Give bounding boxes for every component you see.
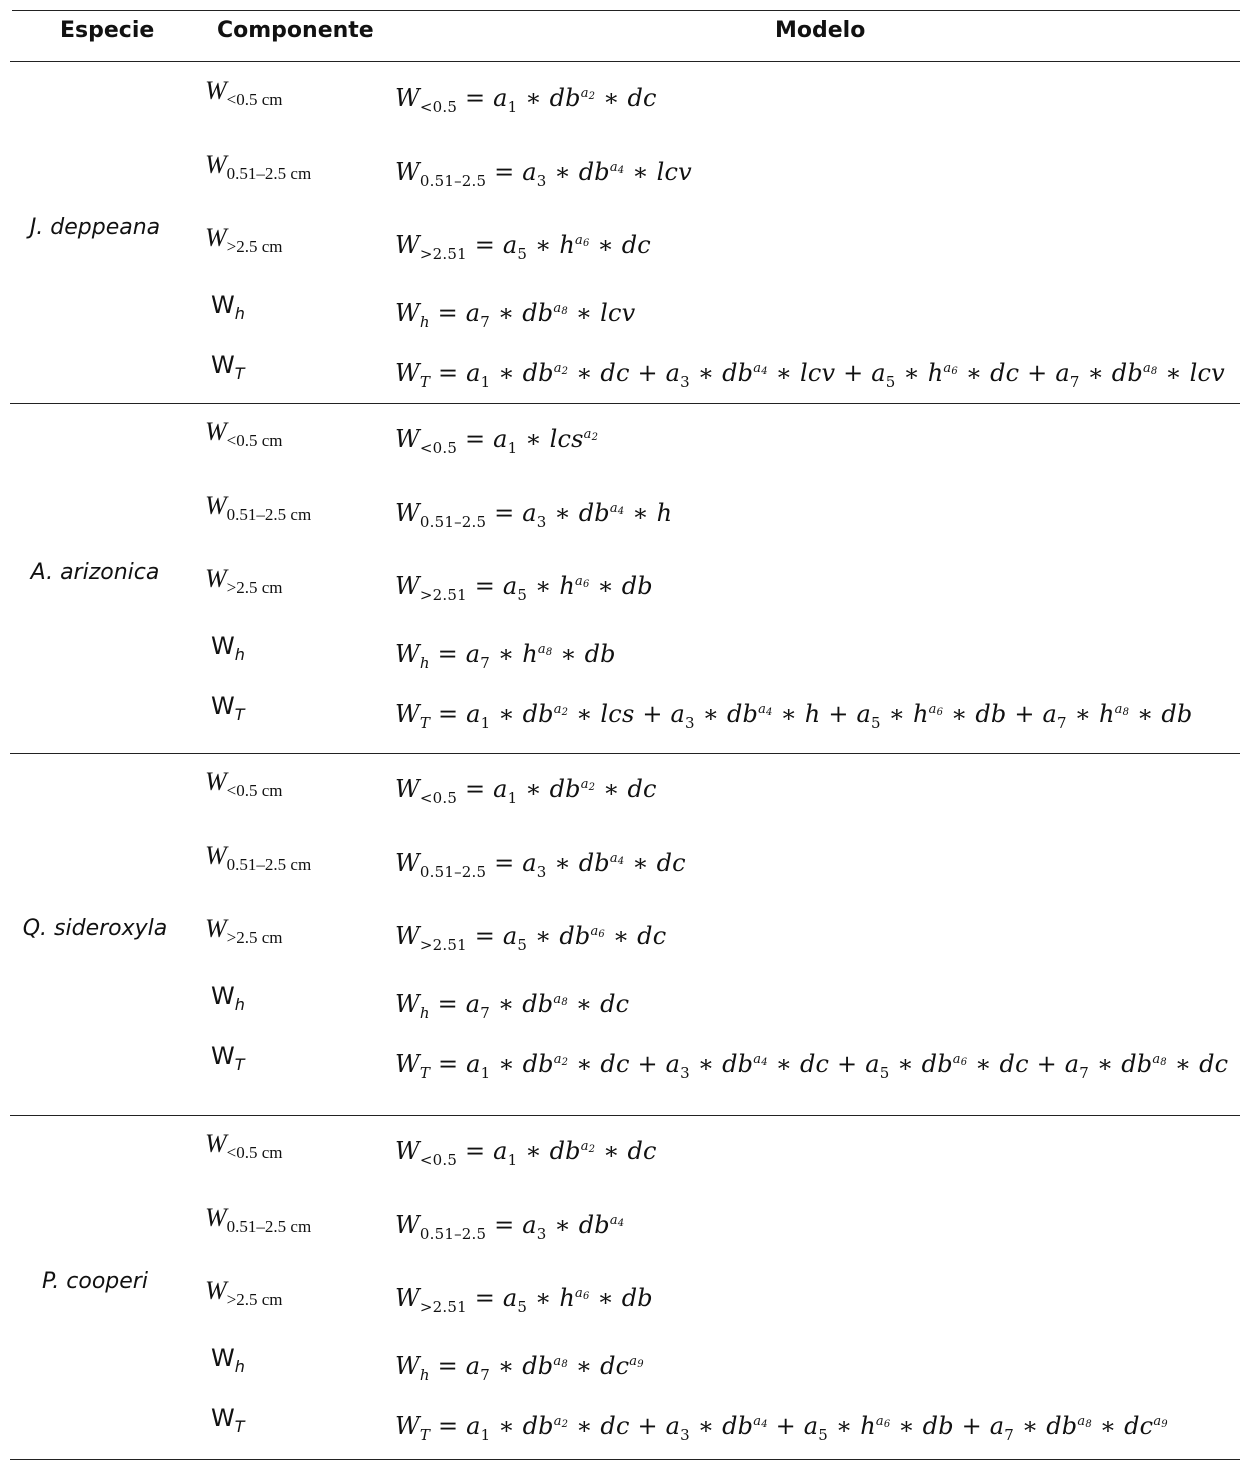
header-especie: Especie [60,18,155,43]
table-top-rule [12,10,1240,11]
model-formula: $W_{>2.51} = a_5$ ∗ $h^{a_6}$ ∗ dc [395,231,651,263]
group-divider [10,1115,1240,1116]
header-modelo: Modelo [775,18,866,43]
model-formula: $W_T = a_1$ ∗ $db^{a_2}$ ∗ lcs + $a_3$ ∗ $db^{a_4}$ ∗ $h + a_5$ ∗ $h^{a_6}$ ∗ db + $a_7$ ∗ $h^{a_8}$ ∗ db [395,700,1193,732]
species-name: P. cooperi [42,1269,148,1294]
component-label: $W_{<0.5 cm}$ [205,417,283,450]
group-divider [10,1459,1240,1460]
component-label: $W_{0.51-2.5 cm}$ [205,1203,312,1236]
model-formula: $W_{>2.51} = a_5$ ∗ $h^{a_6}$ ∗ db [395,1284,653,1316]
component-label: $W_{>2.5 cm}$ [205,223,283,256]
model-formula: $W_{>2.51} = a_5$ ∗ $h^{a_6}$ ∗ db [395,572,653,604]
model-formula: $W_h = a_7$ ∗ $db^{a_8}$ ∗ lcv [395,299,636,331]
component-label: $W_{>2.5 cm}$ [205,564,283,597]
component-label: $W_T$ [211,692,245,724]
component-label: $W_{>2.5 cm}$ [205,1276,283,1309]
component-label: $W_h$ [211,1344,245,1376]
component-label: $W_h$ [211,982,245,1014]
model-formula: $W_{0.51-2.5} = a_3$ ∗ $db^{a_4}$ ∗ h [395,499,673,531]
header-rule [10,61,1240,62]
component-label: $W_h$ [211,632,245,664]
species-name: A. arizonica [30,560,160,585]
model-formula: $W_{<0.5} = a_1$ ∗ lcs$^{a_2}$ [395,425,599,457]
model-formula: $W_{0.51-2.5} = a_3$ ∗ $db^{a_4}$ [395,1211,625,1243]
model-formula: $W_h = a_7$ ∗ $h^{a_8}$ ∗ db [395,640,616,672]
component-label: $W_{0.51-2.5 cm}$ [205,150,312,183]
model-formula: $W_T = a_1$ ∗ $db^{a_2}$ ∗ dc + $a_3$ ∗ $db^{a_4}$ ∗ lcv + $a_5$ ∗ $h^{a_6}$ ∗ dc + $a_7$ ∗ $db^{a_8}$ ∗ lcv [395,359,1225,391]
species-name: Q. sideroxyla [22,916,168,941]
model-formula: $W_T = a_1$ ∗ $db^{a_2}$ ∗ dc + $a_3$ ∗ $db^{a_4} + a_5$ ∗ $h^{a_6}$ ∗ db + $a_7$ ∗ $db^{a_8}$ ∗ $dc^{a_9}$ [395,1412,1168,1444]
model-formula: $W_{<0.5} = a_1$ ∗ $db^{a_2}$ ∗ dc [395,84,657,116]
component-label: $W_{<0.5 cm}$ [205,1129,283,1162]
component-label: $W_{0.51-2.5 cm}$ [205,491,312,524]
header-componente: Componente [217,18,374,43]
species-name: J. deppeana [29,214,161,240]
component-label: $W_T$ [211,351,245,383]
model-formula: $W_{<0.5} = a_1$ ∗ $db^{a_2}$ ∗ dc [395,775,657,807]
component-label: $W_h$ [211,291,245,323]
model-formula: $W_{<0.5} = a_1$ ∗ $db^{a_2}$ ∗ dc [395,1137,657,1169]
model-formula: $W_T = a_1$ ∗ $db^{a_2}$ ∗ dc + $a_3$ ∗ $db^{a_4}$ ∗ dc + $a_5$ ∗ $db^{a_6}$ ∗ dc + $a_7$ ∗ $db^{a_8}$ ∗ dc [395,1050,1229,1082]
model-formula: $W_{0.51-2.5} = a_3$ ∗ $db^{a_4}$ ∗ dc [395,849,686,881]
model-formula: $W_h = a_7$ ∗ $db^{a_8}$ ∗ $dc^{a_9}$ [395,1352,644,1384]
group-divider [10,753,1240,754]
component-label: $W_{0.51-2.5 cm}$ [205,841,312,874]
component-label: $W_{<0.5 cm}$ [205,767,283,800]
component-label: $W_T$ [211,1404,245,1436]
group-divider [10,403,1240,404]
model-formula: $W_h = a_7$ ∗ $db^{a_8}$ ∗ dc [395,990,630,1022]
component-label: $W_{>2.5 cm}$ [205,914,283,947]
component-label: $W_T$ [211,1042,245,1074]
model-formula: $W_{0.51-2.5} = a_3$ ∗ $db^{a_4}$ ∗ lcv [395,158,692,190]
model-formula: $W_{>2.51} = a_5$ ∗ $db^{a_6}$ ∗ dc [395,922,667,954]
component-label: $W_{<0.5 cm}$ [205,76,283,109]
